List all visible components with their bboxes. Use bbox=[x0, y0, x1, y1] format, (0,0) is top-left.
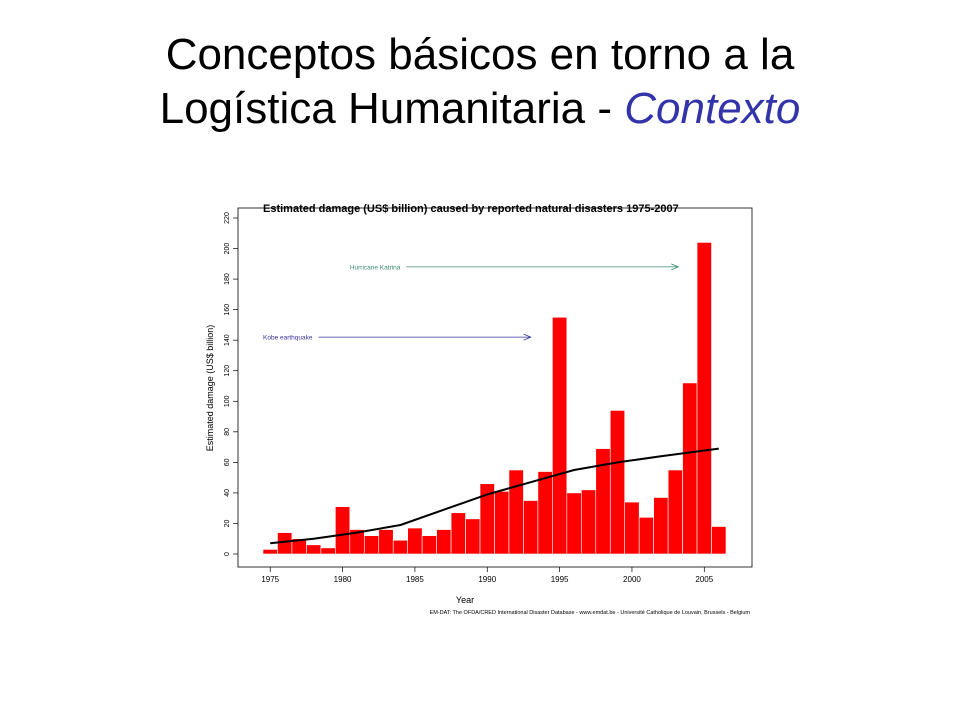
x-tick-label: 1985 bbox=[406, 575, 424, 584]
x-tick-label: 2000 bbox=[623, 575, 641, 584]
slide-title bbox=[0, 28, 960, 136]
y-tick-label: 40 bbox=[224, 489, 231, 497]
bar-1979 bbox=[321, 548, 335, 554]
slide-title-line2-text: Logística Humanitaria - bbox=[159, 84, 625, 133]
bar-1980 bbox=[335, 507, 349, 554]
bar-1997 bbox=[581, 490, 595, 554]
bar-1975 bbox=[263, 549, 277, 554]
y-tick-label: 200 bbox=[224, 242, 231, 255]
source-note: EM-DAT: The OFDA/CRED International Disaster Database - www.emdat.be - Université Catholique de Louvain, Brussels - Belgium bbox=[429, 610, 750, 616]
annotations bbox=[263, 264, 678, 342]
bar-1986 bbox=[422, 536, 436, 554]
x-axis bbox=[261, 567, 713, 584]
bar-1988 bbox=[451, 513, 465, 554]
bar-1989 bbox=[466, 519, 480, 554]
bar-2000 bbox=[625, 502, 639, 554]
bars bbox=[263, 242, 726, 554]
bar-2001 bbox=[639, 517, 653, 554]
bar-2005 bbox=[697, 242, 711, 554]
y-tick-label: 160 bbox=[224, 303, 231, 316]
annotation-label-0: Hurricane Katrina bbox=[349, 264, 401, 272]
x-axis-label: Year bbox=[455, 595, 475, 605]
bar-1999 bbox=[610, 410, 624, 554]
slide-title-line1: Conceptos básicos en torno a la bbox=[165, 30, 795, 79]
y-tick-label: 20 bbox=[224, 519, 231, 528]
bar-1994 bbox=[538, 472, 552, 554]
bar-1996 bbox=[567, 493, 581, 554]
annotation-label-1: Kobe earthquake bbox=[263, 334, 313, 342]
x-tick-label: 1975 bbox=[261, 575, 280, 584]
x-tick-label: 2005 bbox=[695, 575, 714, 584]
damage-bar-chart bbox=[195, 190, 775, 620]
x-tick-label: 1990 bbox=[478, 575, 497, 584]
bar-2003 bbox=[668, 470, 682, 554]
bar-2002 bbox=[654, 497, 668, 554]
bar-1993 bbox=[523, 501, 537, 554]
bar-2006 bbox=[712, 527, 726, 554]
y-tick-label: 140 bbox=[224, 334, 231, 347]
bar-1992 bbox=[509, 470, 523, 554]
bar-1984 bbox=[393, 540, 407, 554]
bar-1983 bbox=[379, 530, 393, 554]
y-axis-label: Estimated damage (US$ billion) bbox=[205, 324, 215, 452]
y-tick-label: 120 bbox=[224, 364, 231, 377]
bar-1978 bbox=[306, 545, 320, 554]
y-tick-label: 60 bbox=[224, 458, 231, 467]
bar-1987 bbox=[437, 530, 451, 554]
bar-1995 bbox=[552, 317, 566, 554]
chart-title: Estimated damage (US$ billion) caused by reported natural disasters 1975-2007 bbox=[263, 203, 679, 215]
x-tick-label: 1995 bbox=[550, 575, 569, 584]
bar-1976 bbox=[277, 533, 291, 554]
bar-1991 bbox=[495, 491, 509, 554]
bar-2004 bbox=[683, 383, 697, 554]
y-tick-label: 80 bbox=[224, 427, 231, 436]
y-axis bbox=[224, 212, 238, 556]
x-tick-label: 1980 bbox=[333, 575, 352, 584]
y-tick-label: 180 bbox=[224, 273, 231, 285]
slide-title-accent: Contexto bbox=[624, 84, 801, 133]
bar-1985 bbox=[408, 528, 422, 554]
bar-1982 bbox=[364, 536, 378, 554]
y-tick-label: 100 bbox=[224, 395, 231, 408]
y-tick-label: 220 bbox=[224, 212, 231, 224]
slide-title-line2 bbox=[0, 82, 960, 136]
y-tick-label: 0 bbox=[224, 552, 231, 556]
